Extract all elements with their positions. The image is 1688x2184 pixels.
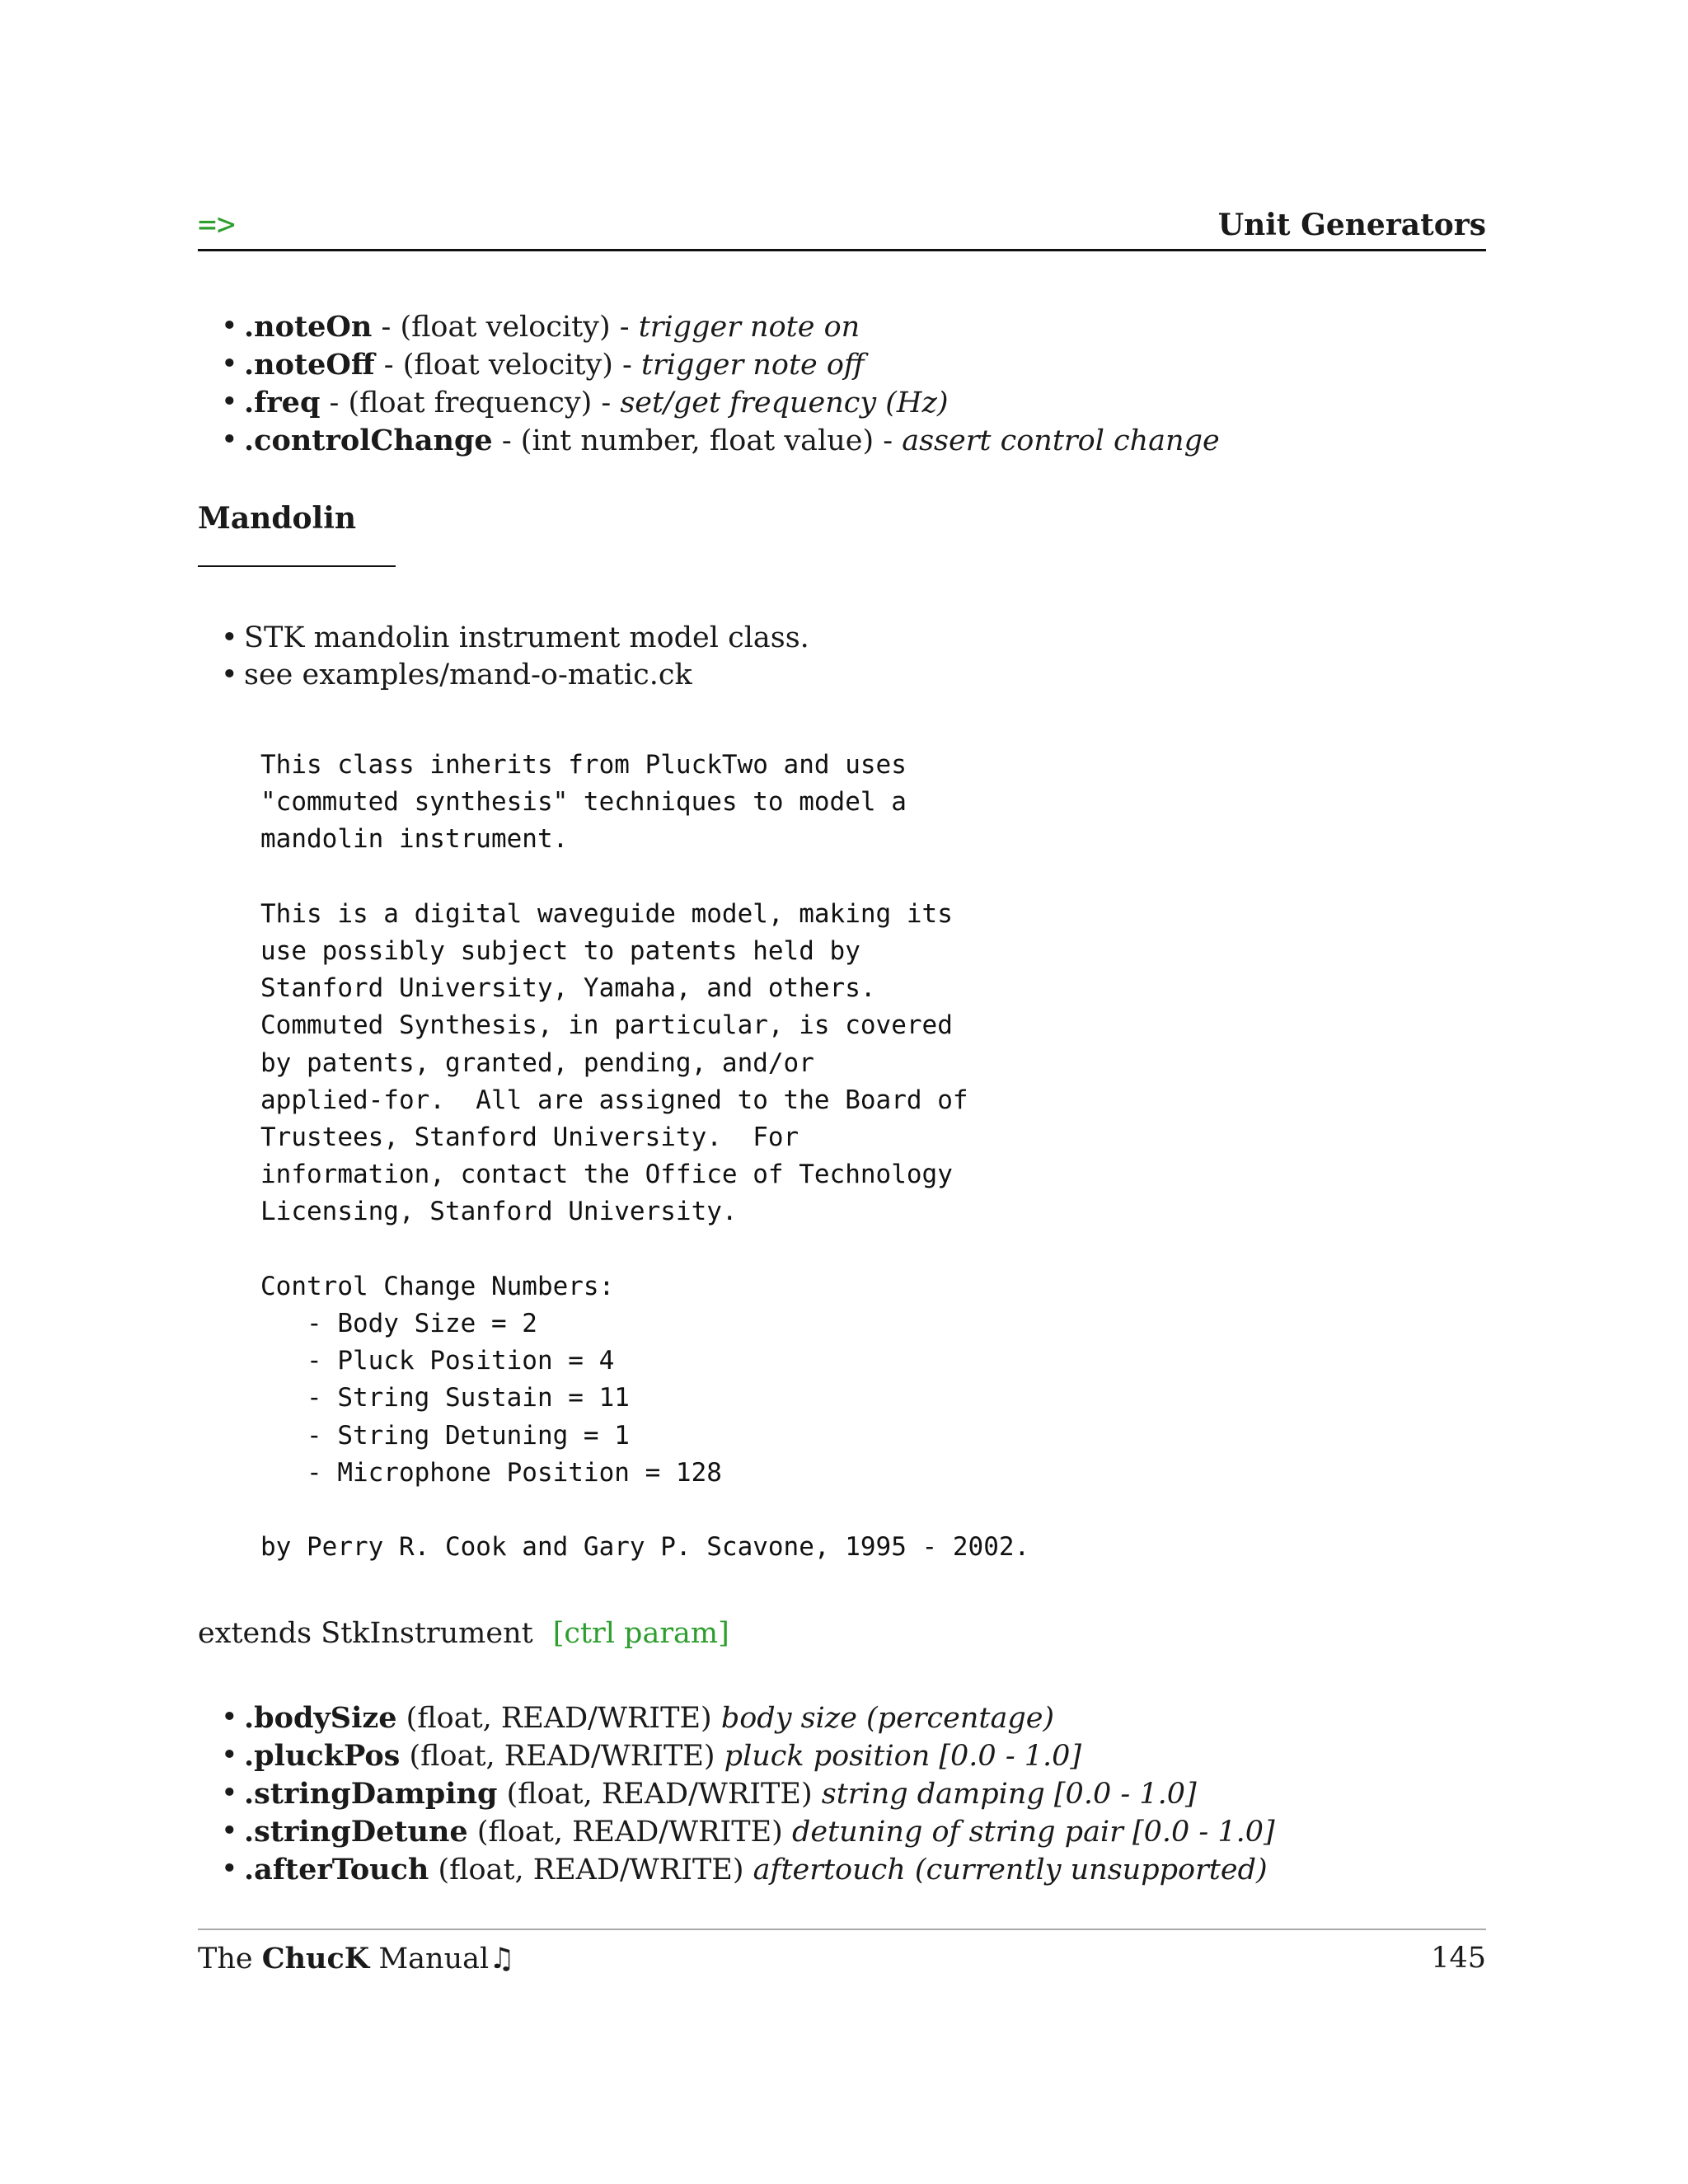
list-item: [221, 1775, 1275, 1813]
method-args: (float velocity): [400, 311, 611, 344]
method-description: trigger note off: [640, 349, 865, 382]
param-description: pluck position [0.0 - 1.0]: [724, 1740, 1082, 1773]
param-type: (float, READ/WRITE): [409, 1740, 715, 1773]
method-name: .noteOff: [244, 348, 375, 382]
method-name: .controlChange: [244, 424, 493, 457]
header-title: Unit Generators: [1217, 208, 1486, 242]
param-name: .stringDamping: [244, 1777, 498, 1811]
bullet-icon: •: [221, 1739, 238, 1772]
header-arrow-link[interactable]: =>: [198, 206, 236, 242]
param-name: .pluckPos: [244, 1739, 401, 1773]
list-item: [221, 1813, 1275, 1851]
bullet-icon: •: [221, 1701, 238, 1734]
description-text: STK mandolin instrument model class.: [244, 621, 809, 654]
param-description: detuning of string pair [0.0 - 1.0]: [791, 1816, 1275, 1849]
footer-suffix: Manual♫: [369, 1943, 515, 1975]
separator: -: [612, 349, 641, 382]
footer-brand: ChucK: [261, 1942, 370, 1975]
param-description: string damping [0.0 - 1.0]: [821, 1778, 1197, 1811]
extends-line: [198, 1617, 729, 1650]
method-name: .noteOn: [244, 310, 373, 344]
method-args: (float velocity): [402, 349, 613, 382]
separator: -: [874, 424, 903, 457]
bullet-icon: •: [221, 1815, 238, 1848]
list-item: [221, 1737, 1275, 1775]
method-list: [221, 308, 1220, 460]
list-item: [221, 1851, 1275, 1889]
separator: -: [492, 424, 521, 457]
footer-manual-title: [198, 1942, 515, 1975]
bullet-icon: •: [221, 424, 238, 457]
bullet-icon: •: [221, 621, 238, 654]
param-type: (float, READ/WRITE): [476, 1816, 783, 1849]
list-item: [221, 384, 1220, 422]
method-args: (float frequency): [348, 387, 593, 419]
description-text: see examples/mand-o-matic.ck: [244, 658, 692, 691]
separator: -: [592, 387, 621, 419]
method-description: set/get frequency (Hz): [620, 387, 949, 419]
bullet-icon: •: [221, 658, 238, 691]
method-name: .freq: [244, 386, 321, 419]
page-header: [198, 204, 1486, 251]
list-item: [221, 346, 1220, 384]
method-description: trigger note on: [638, 311, 860, 344]
list-item: [221, 620, 809, 657]
bullet-icon: •: [221, 1777, 238, 1810]
separator: -: [320, 387, 349, 419]
footer-prefix: The: [198, 1943, 262, 1975]
list-item: [221, 657, 809, 694]
param-name: .stringDetune: [244, 1815, 468, 1849]
list-item: [221, 1699, 1275, 1737]
bullet-icon: •: [221, 310, 238, 343]
description-list: [221, 620, 809, 694]
param-type: (float, READ/WRITE): [438, 1854, 744, 1886]
list-item: [221, 308, 1220, 346]
param-name: .bodySize: [244, 1701, 397, 1735]
code-block: This class inherits from PluckTwo and uses "commuted synthesis" techniques to model a mandolin instrument. This is a digital waveguide model, making its use possibly subject to patents held by Stanford University, Yamaha, and others. Commuted Synthesis, in particular, is covered by patents, granted, pending, and/or applied-for. All are assigned to the Board of Trustees, Stanford University. For information, contact the Office of Technology Licensing, Stanford University. Control Change Numbers: - Body Size = 2 - Pluck Position = 4 - String Sustain = 11 - String Detuning = 1 - Microphone Position = 128 by Perry R. Cook and Gary P. Scavone, 1995 - 2002.: [260, 750, 1030, 1563]
bullet-icon: •: [221, 1853, 238, 1886]
extends-text: extends StkInstrument: [198, 1617, 533, 1650]
separator: -: [610, 311, 639, 344]
method-description: assert control change: [902, 424, 1220, 457]
param-description: body size (percentage): [720, 1702, 1055, 1735]
param-description: aftertouch (currently unsupported): [753, 1854, 1268, 1886]
param-type: (float, READ/WRITE): [406, 1702, 712, 1735]
page-number: 145: [1431, 1942, 1486, 1975]
section-title: Mandolin: [198, 501, 357, 536]
ctrl-param-link[interactable]: [ctrl param]: [552, 1617, 729, 1650]
section-divider: [198, 565, 396, 567]
separator: -: [374, 349, 403, 382]
footer-divider: [198, 1929, 1486, 1930]
separator: -: [372, 311, 401, 344]
bullet-icon: •: [221, 348, 238, 381]
method-args: (int number, float value): [520, 424, 874, 457]
bullet-icon: •: [221, 386, 238, 419]
param-list: [221, 1699, 1275, 1889]
param-name: .afterTouch: [244, 1853, 429, 1886]
param-type: (float, READ/WRITE): [506, 1778, 813, 1811]
list-item: [221, 422, 1220, 460]
